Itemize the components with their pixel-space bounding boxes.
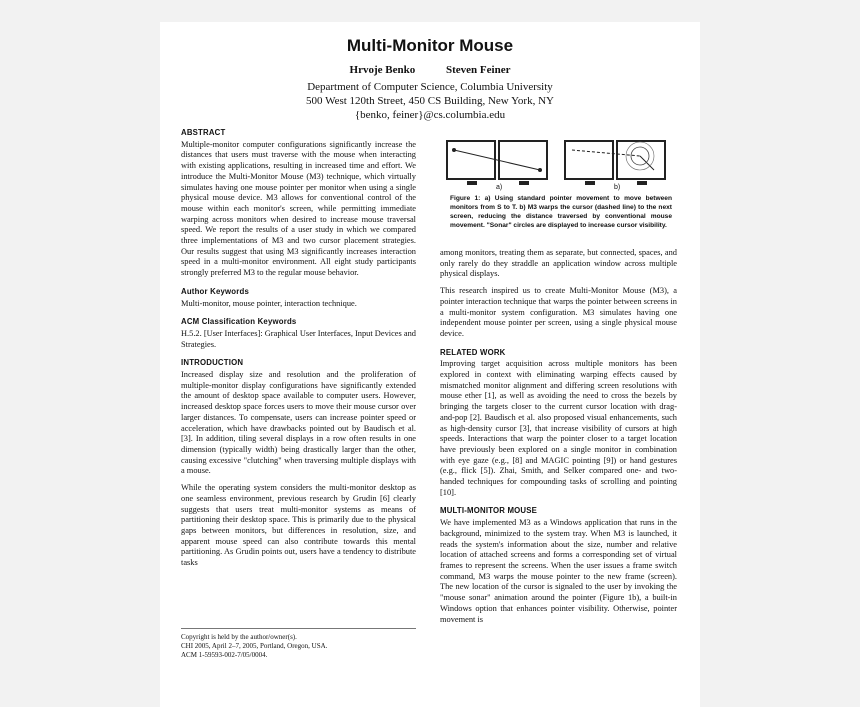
acm-heading: ACM Classification Keywords xyxy=(181,317,297,327)
figure-sublabel: b) xyxy=(614,184,621,191)
multi-monitor-mouse-text: We have implemented M3 as a Windows application that runs in the background, minimized to the system tray. When M3 is launched, it reads the system's information about the size, number and relative location of attached screens and forms a corresponding set of virtual frames to represent the screens. When the user issues a frame switch command, M3 warps the mouse pointer to the new frame (screen). The new location of the cursor is signaled to the user by invoking the "mouse sonar" animation around the pointer (Figure 1b), a built-in Windows option that enhances pointer visibility. Otherwise, pointer movement is xyxy=(440,518,677,624)
figure-1 xyxy=(440,126,678,246)
pointer-paths-diagram xyxy=(440,126,678,196)
abstract-text: Multiple-monitor computer configurations significantly increase the distances that users must traverse with the mouse when interacting with existing applications, resulting in increased time and effort. We introduce the Multi-Monitor Mouse (M3) technique, which virtually simulates having one mouse pointer per monitor when using a single physical mouse device. M3 allows for conventional control of the mouse within each monitor's screen, while permitting immediate warping across monitors when desired to increase mouse traversal speed. We report the results of a user study in which we compared three implementations of M3 and two cursor placement strategies. Our results suggest that using M3 significantly increases interaction speed in a multi-monitor environment. All eight study participants strongly preferred M3 to the regular mouse behavior. xyxy=(181,139,416,278)
affiliation-line: 500 West 120th Street, 450 CS Building, New York, NY xyxy=(306,95,554,107)
author-name: Steven Feiner xyxy=(446,64,511,76)
abstract-heading: ABSTRACT xyxy=(181,128,226,137)
keywords-heading: Author Keywords xyxy=(181,286,249,296)
intro-heading: INTRODUCTION xyxy=(181,358,244,368)
related-work-text: Improving target acquisition across multiple monitors has been explored in context with eliminating warping effects caused by mismatched monitor alignment and differing screen resolutions with mouse ether [1], as well as avoiding the need to cross the bezels by bringing the targets closer to the current cursor location with drag-and-pop [2]. Baudisch et al. also proposed visual enhancements, such as high-density cursor [3], that increase visibility of cursors at high speeds. Interactions that warp the pointer closer to a target location have previously been explored on a single monitor in combination with eye gaze (e.g., [8] and MAGIC pointing [9]) or hand gestures (e.g., flick [5]). Zhai, Smith, and Selker compared one- and two-handed techniques for compounding tasks of scrolling and pointing [10]. xyxy=(440,359,677,497)
acm-text: H.5.2. [User Interfaces]: Graphical User Interfaces, Input Devices and Strategies. xyxy=(181,328,416,349)
related-work-heading: RELATED WORK xyxy=(440,347,506,357)
affiliation-line: Department of Computer Science, Columbia University xyxy=(307,81,553,93)
keywords-text: Multi-monitor, mouse pointer, interaction technique. xyxy=(181,298,357,308)
multi-monitor-mouse-heading: MULTI-MONITOR MOUSE xyxy=(440,506,538,516)
body-paragraph: among monitors, treating them as separate, but connected, spaces, and only rarely do they straddle an application window across multiple physical displays. xyxy=(440,248,677,279)
paper-page xyxy=(160,22,700,707)
body-paragraph: This research inspired us to create Multi-Monitor Mouse (M3), a pointer interaction technique that warps the pointer between screens in a multi-monitor system configuration. M3 simulates having one independent mouse pointer per screen, using a single physical mouse device. xyxy=(440,286,677,338)
figure-caption: Figure 1: a) Using standard pointer movement to move between monitors from S to T. b) M3 warps the cursor (dashed line) to the next screen, reducing the distance traversed by conventional mouse movement. "Sonar" circles are displayed to increase cursor visibility. xyxy=(450,195,672,229)
intro-paragraph: Increased display size and resolution and the proliferation of multiple-monitor display configurations have significantly extended the amount of desktop space available to computer users. However, increased desktop space forces users to move their mouse cursor over larger distances. To compensate, users can increase pointer speed or acceleration, which have drawbacks pointed out by Baudisch et al. [3]. In addition, tiling several displays in a row often results in one dimension (typically width) being drastically larger than the other, causing excessive "clutching" when traversing multiple displays with a mouse. xyxy=(181,370,416,476)
affiliation-email: {benko, feiner}@cs.columbia.edu xyxy=(354,109,506,121)
paper-title: Multi-Monitor Mouse xyxy=(346,36,514,55)
intro-paragraph: While the operating system considers the multi-monitor desktop as one seamless environment, previous research by Grudin [6] clearly suggests that users treat multi-monitor systems as means of partitioning their desktop space. This is primarily due to the physical gaps between monitors, but differences in resolution, size, and apparent mouse speed can also contribute towards this mental partitioning. As Grudin points out, users have a tendency to distribute tasks xyxy=(181,483,416,568)
figure-sublabel: a) xyxy=(496,184,503,191)
copyright-line: Copyright is held by the author/owner(s). xyxy=(181,633,297,641)
author-name: Hrvoje Benko xyxy=(349,64,416,76)
copyright-line: CHI 2005, April 2–7, 2005, Portland, Oregon, USA. xyxy=(181,642,328,650)
right-column xyxy=(440,248,677,631)
copyright-block xyxy=(181,628,416,660)
copyright-line: ACM 1-59593-002-7/05/0004. xyxy=(181,651,268,659)
left-column xyxy=(181,128,416,575)
author-list xyxy=(160,64,700,76)
